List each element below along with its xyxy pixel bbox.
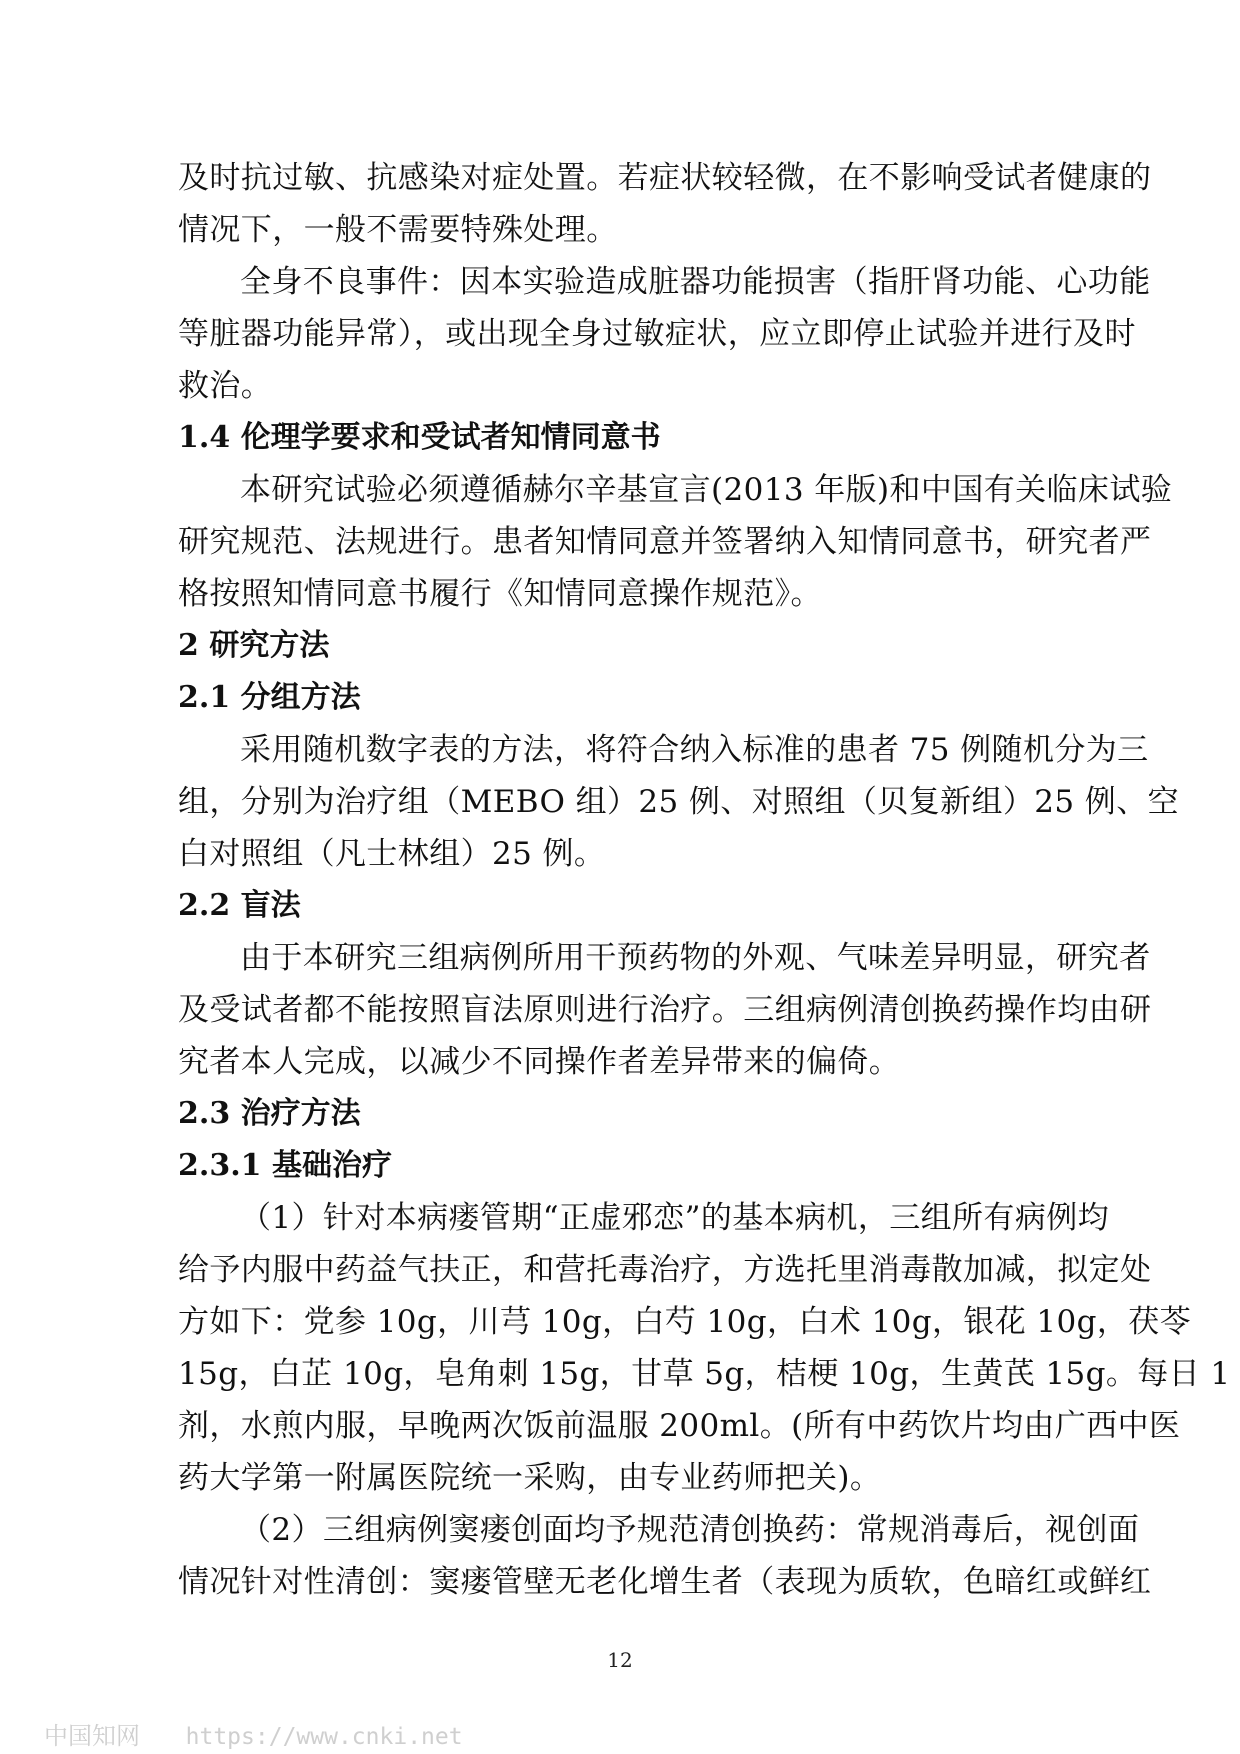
page-number: 12 [607,1648,633,1672]
text-line: 15g，白芷 10g，皂角刺 15g，甘草 5g，桔梗 10g，生黄芪 15g。每日 1 [178,1356,1231,1392]
text-line: 研究规范、法规进行。患者知情同意并签署纳入知情同意书，研究者严 [178,524,1152,560]
text-line: 究者本人完成，以减少不同操作者差异带来的偏倚。 [178,1044,901,1080]
text-line: 白对照组（凡士林组）25 例。 [178,836,606,872]
text-line: 给予内服中药益气扶正，和营托毒治疗，方选托里消毒散加减，拟定处 [178,1252,1152,1288]
section-heading: 2.3 治疗方法 [178,1096,361,1131]
cnki-watermark [44,1716,463,1751]
text-line: 格按照知情同意书履行《知情同意操作规范》。 [178,576,822,612]
text-line: 采用随机数字表的方法，将符合纳入标准的患者 75 例随机分为三 [240,732,1149,768]
watermark-brand: 中国知网 [44,1722,140,1750]
watermark-url: https://www.cnki.net [185,1724,463,1750]
text-line: 组，分别为治疗组（MEBO 组）25 例、对照组（贝复新组）25 例、空 [178,784,1179,820]
text-line: 情况下，一般不需要特殊处理。 [178,212,618,248]
section-heading: 2.1 分组方法 [178,680,361,715]
text-line: 本研究试验必须遵循赫尔辛基宣言(2013 年版)和中国有关临床试验 [240,472,1173,508]
text-line: 及受试者都不能按照盲法原则进行治疗。三组病例清创换药操作均由研 [178,992,1152,1028]
text-line: 等脏器功能异常），或出现全身过敏症状，应立即停止试验并进行及时 [178,316,1136,352]
text-line: 情况针对性清创：窦瘘管壁无老化增生者（表现为质软，色暗红或鲜红 [178,1564,1152,1600]
text-line: 方如下：党参 10g，川芎 10g，白芍 10g，白术 10g，银花 10g，茯苓 [178,1304,1192,1340]
text-line: 剂，水煎内服，早晚两次饭前温服 200ml。(所有中药饮片均由广西中医 [178,1408,1181,1444]
text-line: 由于本研究三组病例所用干预药物的外观、气味差异明显，研究者 [240,940,1151,976]
body-text [178,152,1231,1608]
text-line: 全身不良事件：因本实验造成脏器功能损害（指肝肾功能、心功能 [240,264,1151,300]
text-line: 药大学第一附属医院统一采购，由专业药师把关)。 [178,1460,882,1496]
section-heading: 1.4 伦理学要求和受试者知情同意书 [178,420,661,455]
text-line: 救治。 [178,368,273,404]
text-line: 及时抗过敏、抗感染对症处置。若症状较轻微，在不影响受试者健康的 [178,160,1152,196]
section-heading: 2.2 盲法 [178,888,301,923]
text-line: （2）三组病例窦瘘创面均予规范清创换药：常规消毒后，视创面 [240,1512,1140,1548]
section-heading: 2 研究方法 [178,628,330,663]
section-heading: 2.3.1 基础治疗 [178,1148,392,1183]
text-line: （1）针对本病瘘管期“正虚邪恋”的基本病机，三组所有病例均 [240,1200,1110,1236]
